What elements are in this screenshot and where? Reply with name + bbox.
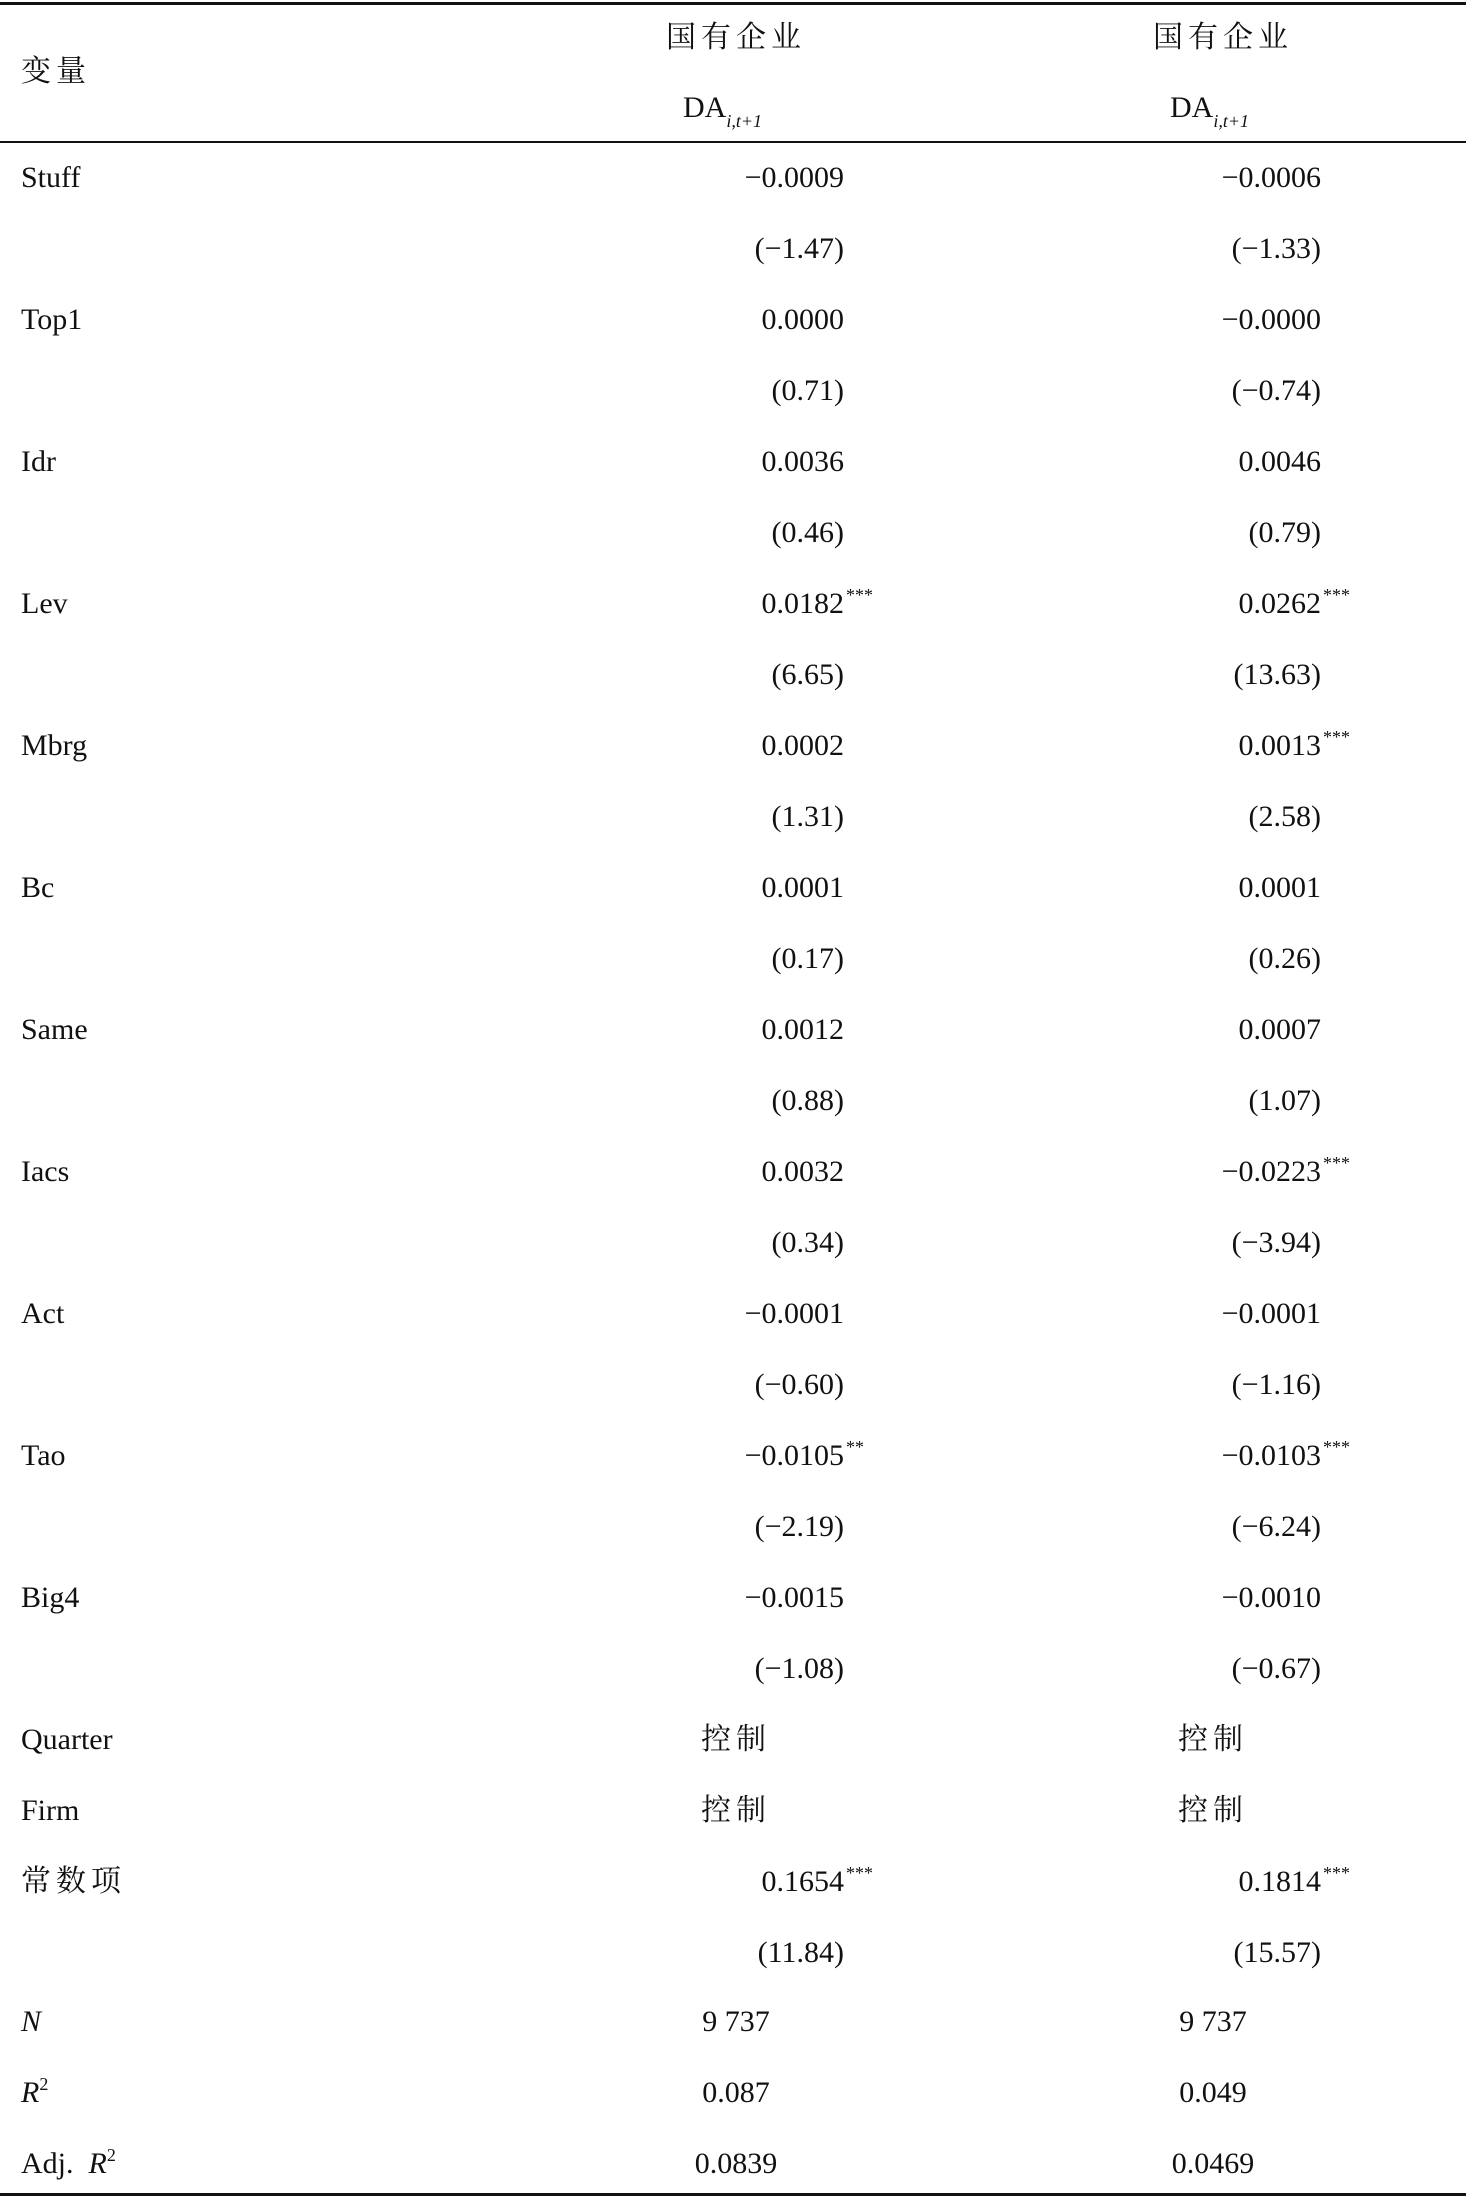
col1-var-text: DA xyxy=(683,91,727,124)
row-top1-coef1 xyxy=(762,303,887,336)
row-tao-coef1-stars: ** xyxy=(846,1437,864,1457)
row-tao-t1: (−2.19) xyxy=(754,1510,844,1543)
row-iacs-t1: (0.34) xyxy=(771,1226,844,1259)
row-same-t-col2 xyxy=(1063,1083,1363,1119)
row-idr-coef2-value: 0.0046 xyxy=(1238,445,1321,478)
row-act-coef1 xyxy=(745,1297,886,1330)
row-stuff-coef1 xyxy=(745,161,886,194)
row-stuff-t-col2 xyxy=(1063,231,1363,267)
row-act-t-col1 xyxy=(586,1367,886,1403)
col1-var-sub: i,t+1 xyxy=(726,111,762,131)
row-act-coef2-value: −0.0001 xyxy=(1221,1297,1321,1330)
stat-n-label: N xyxy=(21,2005,42,2038)
row-big4-t-col2 xyxy=(1063,1651,1363,1687)
col2-var-text: DA xyxy=(1170,91,1214,124)
row-top1-t-col2 xyxy=(1063,373,1363,409)
row-act-t1: (−0.60) xyxy=(754,1368,844,1401)
constant-coef2 xyxy=(1239,1865,1364,1898)
row-mbrg-coef1-value: 0.0002 xyxy=(761,729,844,762)
constant-coef-col1 xyxy=(586,1864,886,1903)
row-act-coef1-value: −0.0001 xyxy=(744,1297,844,1330)
row-iacs-coef-col2 xyxy=(1063,1154,1363,1193)
control-quarter-col1: 控制 xyxy=(701,1723,771,1756)
row-big4-coef1-value: −0.0015 xyxy=(744,1581,844,1614)
row-tao-coef2 xyxy=(1222,1439,1363,1472)
row-same-coef-col2 xyxy=(1063,1012,1363,1048)
header-col1-title xyxy=(666,20,806,56)
header-rule xyxy=(0,141,1466,143)
control-quarter-col2: 控制 xyxy=(1178,1723,1248,1756)
row-iacs-coef2 xyxy=(1222,1155,1363,1188)
row-big4-coef2-value: −0.0010 xyxy=(1221,1581,1321,1614)
row-idr-coef2 xyxy=(1239,445,1364,478)
row-top1-label: Top1 xyxy=(21,303,83,336)
row-bc-t-col1 xyxy=(586,941,886,977)
row-iacs-coef2-stars: *** xyxy=(1323,1153,1350,1173)
row-bc-coef1-value: 0.0001 xyxy=(761,871,844,904)
stat-r2-col1: 0.087 xyxy=(702,2076,770,2109)
adj-r2-sup: 2 xyxy=(106,2145,116,2165)
adj-r-letter: R xyxy=(88,2147,107,2180)
row-mbrg-t-col2 xyxy=(1063,799,1363,835)
row-iacs-t-col1 xyxy=(586,1225,886,1261)
row-mbrg-t-col1 xyxy=(586,799,886,835)
row-bc-t-col2 xyxy=(1063,941,1363,977)
constant-t1: (11.84) xyxy=(757,1936,844,1969)
row-big4-coef-col1 xyxy=(586,1580,886,1616)
row-bc-coef-col2 xyxy=(1063,870,1363,906)
constant-coef1-value: 0.1654 xyxy=(761,1865,844,1898)
row-iacs-coef-col1 xyxy=(586,1154,886,1190)
row-same-coef1 xyxy=(762,1013,887,1046)
row-top1-coef-col1 xyxy=(586,302,886,338)
row-lev-coef1 xyxy=(762,587,887,620)
control-firm-col1: 控制 xyxy=(701,1794,771,1827)
row-same-t1: (0.88) xyxy=(771,1084,844,1117)
col2-var-sub: i,t+1 xyxy=(1213,111,1249,131)
stat-adj-r2-col2: 0.0469 xyxy=(1171,2147,1255,2180)
row-stuff-label: Stuff xyxy=(21,161,81,194)
constant-coef2-value: 0.1814 xyxy=(1238,1865,1321,1898)
r2-letter: R xyxy=(21,2076,40,2109)
constant-coef2-stars: *** xyxy=(1323,1863,1350,1883)
header-variable: 变量 xyxy=(21,55,91,88)
header-col2-title xyxy=(1153,20,1293,56)
row-mbrg-coef2 xyxy=(1239,729,1364,762)
row-bc-t2: (0.26) xyxy=(1248,942,1321,975)
top-rule xyxy=(0,2,1466,5)
row-big4-t-col1 xyxy=(586,1651,886,1687)
row-big4-coef-col2 xyxy=(1063,1580,1363,1616)
row-tao-t2: (−6.24) xyxy=(1231,1510,1321,1543)
row-lev-coef2 xyxy=(1239,587,1364,620)
row-mbrg-coef2-stars: *** xyxy=(1323,727,1350,747)
stat-r2-col2: 0.049 xyxy=(1179,2076,1247,2109)
col2-title-text: 国有企业 xyxy=(1153,21,1293,54)
row-big4-coef1 xyxy=(745,1581,886,1614)
row-tao-coef1 xyxy=(745,1439,886,1472)
row-top1-t2: (−0.74) xyxy=(1231,374,1321,407)
stat-adj-r2-col1: 0.0839 xyxy=(694,2147,778,2180)
row-stuff-coef2 xyxy=(1222,161,1363,194)
row-lev-label: Lev xyxy=(21,587,68,620)
row-stuff-coef2-value: −0.0006 xyxy=(1221,161,1321,194)
bottom-rule xyxy=(0,2193,1466,2196)
row-tao-coef-col2 xyxy=(1063,1438,1363,1477)
row-iacs-coef2-value: −0.0223 xyxy=(1221,1155,1321,1188)
row-tao-t-col1 xyxy=(586,1509,886,1545)
row-top1-coef2-value: −0.0000 xyxy=(1221,303,1321,336)
stat-n-col1: 9 737 xyxy=(702,2005,770,2038)
row-act-label: Act xyxy=(21,1297,65,1330)
row-tao-coef2-stars: *** xyxy=(1323,1437,1350,1457)
row-idr-coef1 xyxy=(762,445,887,478)
constant-t-col2 xyxy=(1063,1935,1363,1971)
row-lev-t2: (13.63) xyxy=(1233,658,1321,691)
row-idr-coef1-value: 0.0036 xyxy=(761,445,844,478)
row-lev-t1: (6.65) xyxy=(771,658,844,691)
row-top1-t-col1 xyxy=(586,373,886,409)
row-tao-coef1-value: −0.0105 xyxy=(744,1439,844,1472)
stat-n-col2: 9 737 xyxy=(1179,2005,1247,2038)
row-act-coef2 xyxy=(1222,1297,1363,1330)
row-same-coef2-value: 0.0007 xyxy=(1238,1013,1321,1046)
row-top1-coef-col2 xyxy=(1063,302,1363,338)
row-lev-coef1-stars: *** xyxy=(846,585,873,605)
row-big4-t1: (−1.08) xyxy=(754,1652,844,1685)
constant-coef-col2 xyxy=(1063,1864,1363,1903)
header-col1-var xyxy=(683,90,762,129)
row-stuff-coef-col1 xyxy=(586,160,886,196)
row-same-label: Same xyxy=(21,1013,88,1046)
row-bc-coef-col1 xyxy=(586,870,886,906)
row-lev-coef-col1 xyxy=(586,586,886,625)
row-mbrg-coef-col1 xyxy=(586,728,886,764)
control-firm-label: Firm xyxy=(21,1794,80,1827)
row-stuff-t-col1 xyxy=(586,231,886,267)
header-col2-var xyxy=(1170,90,1249,129)
row-top1-t1: (0.71) xyxy=(771,374,844,407)
constant-label: 常数项 xyxy=(21,1865,126,1898)
row-lev-t-col2 xyxy=(1063,657,1363,693)
row-mbrg-coef2-value: 0.0013 xyxy=(1238,729,1321,762)
row-big4-label: Big4 xyxy=(21,1581,80,1614)
row-tao-t-col2 xyxy=(1063,1509,1363,1545)
adj-text: Adj. xyxy=(21,2147,74,2180)
row-top1-coef1-value: 0.0000 xyxy=(761,303,844,336)
row-bc-t1: (0.17) xyxy=(771,942,844,975)
row-same-t-col1 xyxy=(586,1083,886,1119)
row-lev-coef2-stars: *** xyxy=(1323,585,1350,605)
row-bc-coef1 xyxy=(762,871,887,904)
row-mbrg-t2: (2.58) xyxy=(1248,800,1321,833)
row-bc-coef2 xyxy=(1239,871,1364,904)
row-mbrg-t1: (1.31) xyxy=(771,800,844,833)
row-mbrg-label: Mbrg xyxy=(21,729,88,762)
row-same-coef1-value: 0.0012 xyxy=(761,1013,844,1046)
row-idr-t-col1 xyxy=(586,515,886,551)
row-idr-coef-col2 xyxy=(1063,444,1363,480)
row-mbrg-coef-col2 xyxy=(1063,728,1363,767)
row-big4-coef2 xyxy=(1222,1581,1363,1614)
row-stuff-t1: (−1.47) xyxy=(754,232,844,265)
row-act-t2: (−1.16) xyxy=(1231,1368,1321,1401)
constant-t-col1 xyxy=(586,1935,886,1971)
constant-coef1 xyxy=(762,1865,887,1898)
row-idr-t1: (0.46) xyxy=(771,516,844,549)
row-iacs-coef1-value: 0.0032 xyxy=(761,1155,844,1188)
stat-adj-r2-label xyxy=(21,2146,116,2185)
row-act-coef-col2 xyxy=(1063,1296,1363,1332)
row-lev-coef-col2 xyxy=(1063,586,1363,625)
row-lev-coef2-value: 0.0262 xyxy=(1238,587,1321,620)
row-same-coef2 xyxy=(1239,1013,1364,1046)
row-mbrg-coef1 xyxy=(762,729,887,762)
row-tao-coef-col1 xyxy=(586,1438,886,1477)
row-lev-t-col1 xyxy=(586,657,886,693)
constant-t2: (15.57) xyxy=(1233,1936,1321,1969)
row-same-coef-col1 xyxy=(586,1012,886,1048)
constant-coef1-stars: *** xyxy=(846,1863,873,1883)
row-lev-coef1-value: 0.0182 xyxy=(761,587,844,620)
row-iacs-t-col2 xyxy=(1063,1225,1363,1261)
row-act-coef-col1 xyxy=(586,1296,886,1332)
row-bc-label: Bc xyxy=(21,871,55,904)
row-iacs-label: Iacs xyxy=(21,1155,70,1188)
control-firm-col2: 控制 xyxy=(1178,1794,1248,1827)
row-tao-coef2-value: −0.0103 xyxy=(1221,1439,1321,1472)
control-quarter-label: Quarter xyxy=(21,1723,113,1756)
row-act-t-col2 xyxy=(1063,1367,1363,1403)
row-stuff-t2: (−1.33) xyxy=(1231,232,1321,265)
row-same-t2: (1.07) xyxy=(1248,1084,1321,1117)
row-iacs-coef1 xyxy=(762,1155,887,1188)
row-idr-label: Idr xyxy=(21,445,56,478)
row-stuff-coef-col2 xyxy=(1063,160,1363,196)
row-iacs-t2: (−3.94) xyxy=(1231,1226,1321,1259)
col1-title-text: 国有企业 xyxy=(666,21,806,54)
row-idr-coef-col1 xyxy=(586,444,886,480)
r2-sup: 2 xyxy=(39,2074,49,2094)
row-idr-t-col2 xyxy=(1063,515,1363,551)
row-idr-t2: (0.79) xyxy=(1248,516,1321,549)
row-stuff-coef1-value: −0.0009 xyxy=(744,161,844,194)
row-tao-label: Tao xyxy=(21,1439,66,1472)
stat-r2-label xyxy=(21,2075,48,2114)
row-top1-coef2 xyxy=(1222,303,1363,336)
row-big4-t2: (−0.67) xyxy=(1231,1652,1321,1685)
row-bc-coef2-value: 0.0001 xyxy=(1238,871,1321,904)
